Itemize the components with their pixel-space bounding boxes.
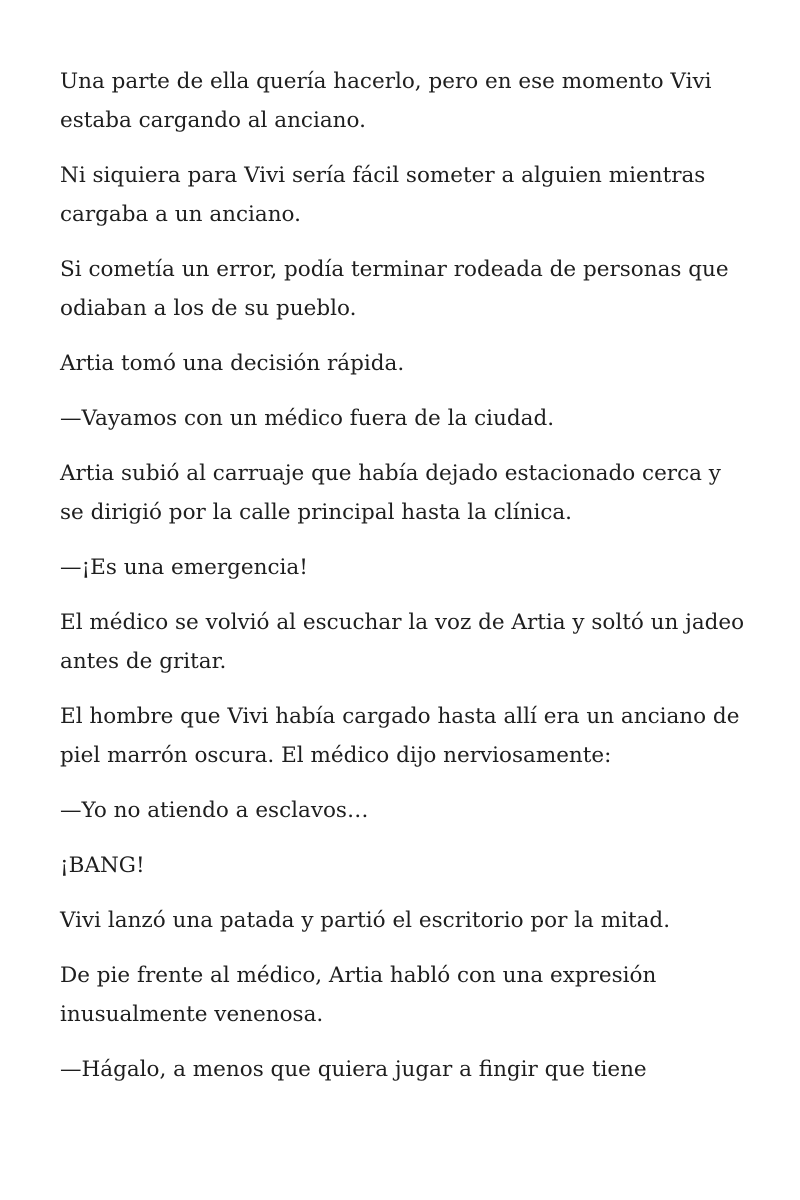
dialogue-line: —Vayamos con un médico fuera de la ciudad. [60, 406, 555, 431]
paragraph: Si cometía un error, podía terminar rodeada de personas que odiaban a los de su pueblo. [60, 257, 729, 321]
sound-effect: ¡BANG! [60, 853, 145, 878]
dialogue-line: —Yo no atiendo a esclavos… [60, 798, 369, 823]
paragraph: Una parte de ella quería hacerlo, pero en ese momento Vivi estaba cargando al anciano. [60, 69, 712, 133]
dialogue-line: —Hágalo, a menos que quiera jugar a fingir que tiene [60, 1057, 647, 1082]
reading-page [60, 62, 750, 1105]
paragraph: Artia subió al carruaje que había dejado estacionado cerca y se dirigió por la calle principal hasta la clínica. [60, 461, 721, 525]
paragraph: Vivi lanzó una patada y partió el escritorio por la mitad. [60, 908, 671, 933]
paragraph: El médico se volvió al escuchar la voz de Artia y soltó un jadeo antes de gritar. [60, 610, 745, 674]
paragraph: Artia tomó una decisión rápida. [60, 351, 405, 376]
paragraph: El hombre que Vivi había cargado hasta allí era un anciano de piel marrón oscura. El médico dijo nerviosamente: [60, 704, 740, 768]
paragraph: De pie frente al médico, Artia habló con una expresión inusualmente venenosa. [60, 963, 657, 1027]
dialogue-line: —¡Es una emergencia! [60, 555, 308, 580]
paragraph: Ni siquiera para Vivi sería fácil someter a alguien mientras cargaba a un anciano. [60, 163, 706, 227]
